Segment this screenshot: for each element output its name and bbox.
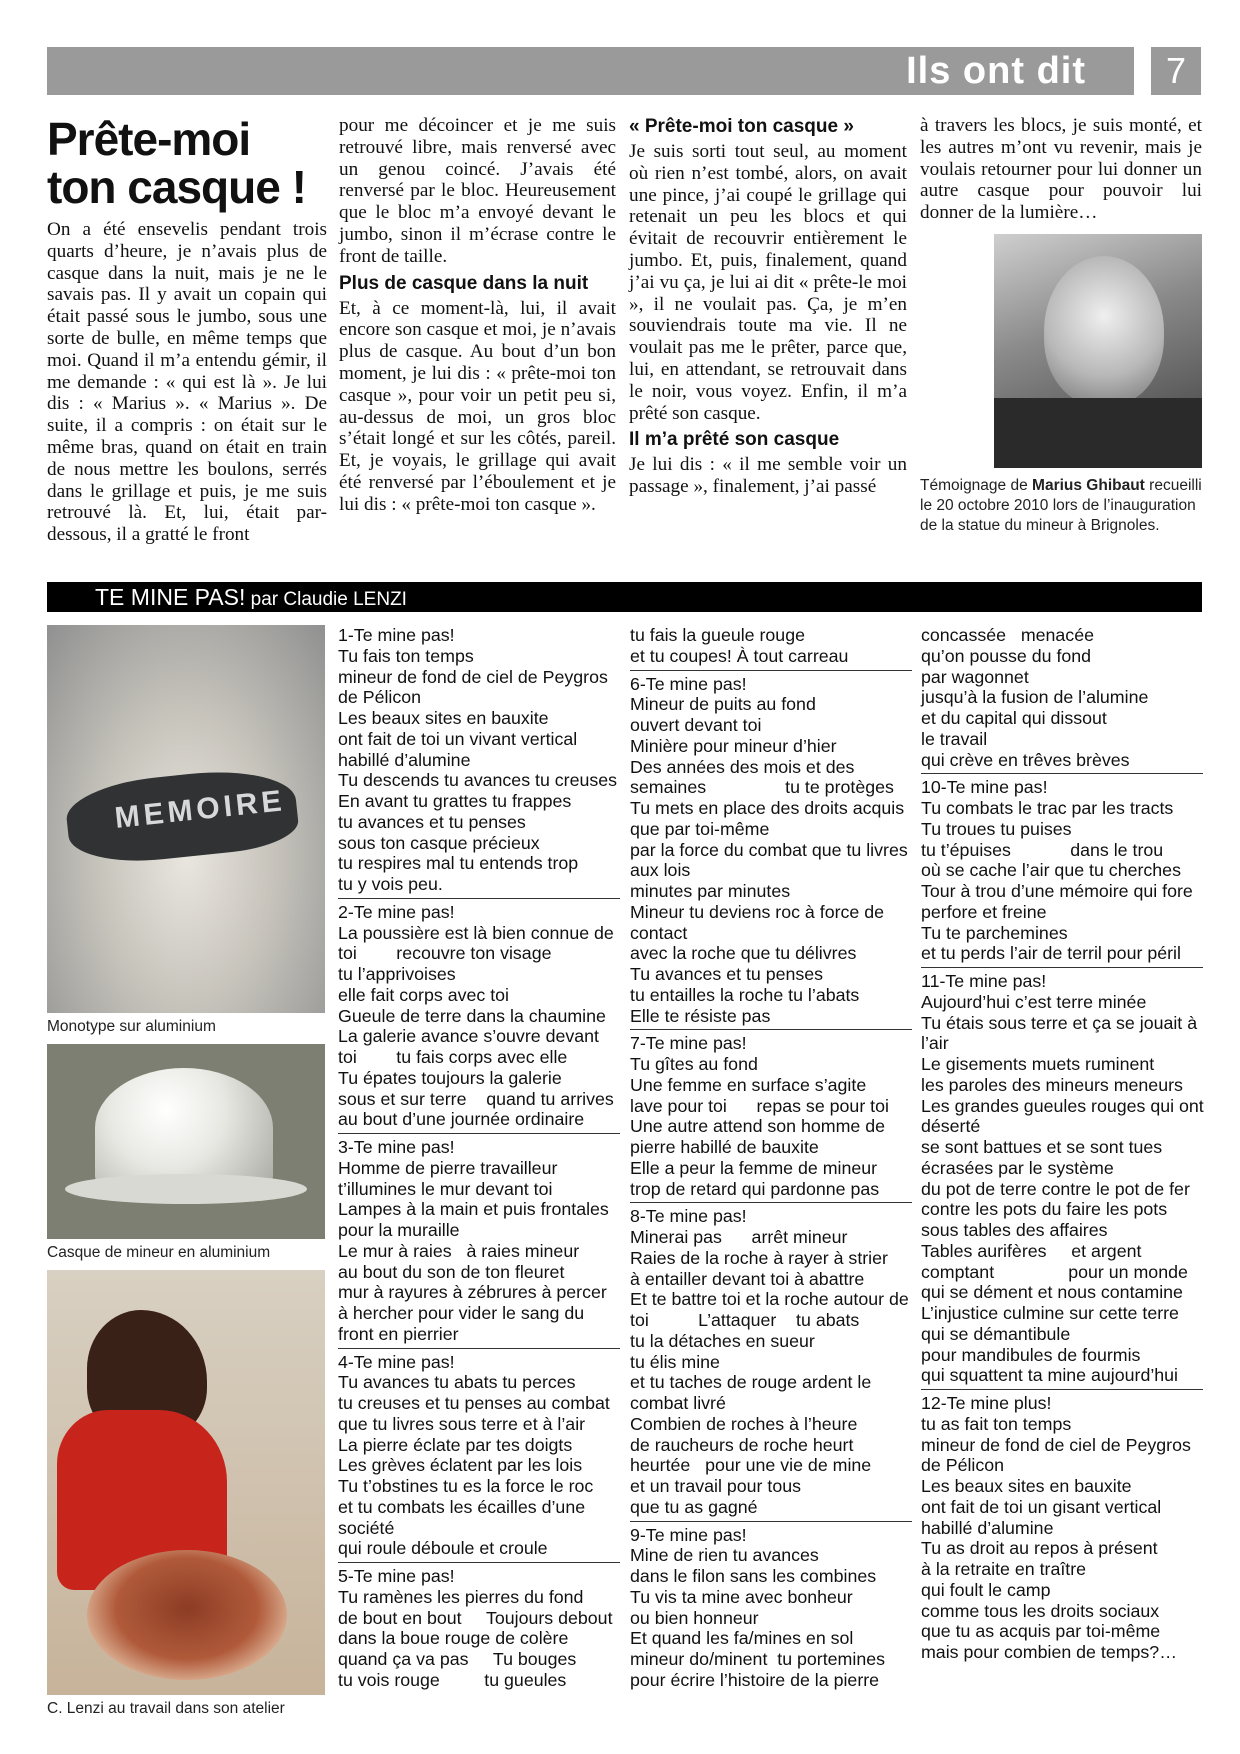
poem-line: à hercher pour vider le sang du [338,1303,585,1323]
poem-line: 6-Te mine pas! [630,673,747,694]
poem-line: front en pierrier [338,1323,459,1344]
poem-line: habillé d’alumine [338,749,471,770]
article-subheading: « Prête-moi ton casque » [629,116,854,137]
poem-line: tu as fait ton temps [921,1413,1072,1434]
article-column-3 [629,115,907,498]
caption-name: Marius Ghibaut [1032,476,1145,494]
poem-line: mineur de fond de ciel de Peygros [338,666,608,687]
poem-line: Tu mets en place des droits acquis [630,798,905,818]
poem-line: trop de retard qui pardonne pas [630,1178,880,1199]
image-caption: C. Lenzi au travail dans son atelier [47,1700,285,1717]
poem-stanza [338,1137,620,1349]
poem-line: Le mur à raies à raies mineur [338,1240,580,1261]
section-title: Ils ont dit [906,50,1086,92]
poem-line: mineur do/minent tu portemines [630,1649,885,1669]
poem-line: heurtée pour une vie de mine [630,1455,872,1476]
poem-line: contact [630,922,688,943]
image-column [47,625,327,1726]
poem-line: mais pour combien de temps?… [921,1642,1177,1662]
poem-stanza [921,1393,1203,1666]
poem-line: tu t’épuises dans le trou [921,839,1164,860]
poem-line: et un travail pour tous [630,1476,801,1496]
poem-line: Et te battre toi et la roche autour de [630,1289,909,1310]
poem-line: concassée menacée [921,625,1094,645]
poem-line: au bout d’une journée ordinaire [338,1109,585,1130]
poem-line: Mineur de puits au fond [630,694,816,715]
poem-line: de bout en bout Toujours debout [338,1607,613,1628]
poem-column-1 [338,625,620,1697]
poem-line: Elle a peur la femme de mineur [630,1157,878,1178]
poem-line: et tu coupes! À tout carreau [630,645,849,666]
poem-line: de raucheurs de roche heurt [630,1434,854,1455]
image-caption: Monotype sur aluminium [47,1018,216,1035]
portrait-caption [920,476,1202,536]
poem-line: tu la détaches en sueur [630,1330,815,1351]
poem-line: habillé d’alumine [921,1517,1054,1538]
poem-stanza [630,625,912,671]
poem-line: Gueule de terre dans la chaumine [338,1005,606,1026]
poem-line: Les beaux sites en bauxite [338,708,549,728]
poem-line: Combien de roches à l’heure [630,1413,858,1434]
article-paragraph: Je lui dis : « il me semble voir un passage », finalement, j’ai passé [629,454,907,498]
poem-line: Et quand les fa/mines en sol [630,1628,854,1649]
article-headline: Prête-moi ton casque ! [47,113,306,213]
poem-line: qu’on pousse du fond [921,645,1092,666]
poem-line: Tu combats le trac par les tracts [921,798,1174,818]
article-paragraph: à travers les blocs, je suis monté, et les autres m’ont vu revenir, mais je voulais retourner pour lui donner un autre casque pour pouvoir lui donner de la lumière… [920,115,1202,224]
poem-line: se sont battues et se sont tues [921,1137,1163,1157]
poem-line: Lampes à la main et puis frontales [338,1199,609,1220]
poem-line: ont fait de toi un gisant vertical [921,1496,1162,1517]
plaque-text: MEMOIRE [113,784,288,835]
poem-line: Tu avances et tu penses [630,964,824,984]
poem-line: par la force du combat que tu livres [630,839,908,860]
poem-stanza [630,1033,912,1203]
poem-line: du pot de terre contre le pot de fer [921,1178,1190,1199]
poem-line: pour la muraille [338,1220,460,1240]
poem-line: que tu as gagné [630,1496,758,1517]
poem-line: elle fait corps avec toi [338,984,509,1005]
poem-line: Des années des mois et des [630,756,855,777]
poem-line: Tables aurifères et argent [921,1240,1142,1261]
poem-line: tu respires mal tu entends trop [338,853,579,874]
poem-line: jusqu’à la fusion de l’alumine [921,687,1149,708]
poem-line: minutes par minutes [630,881,791,901]
poem-author: par Claudie LENZI [245,589,407,610]
poem-line: Tu avances tu abats tu perces [338,1372,576,1393]
poem-line: à la retraite en traître [921,1559,1087,1579]
article-column-2 [339,115,616,516]
poem-line: qui se démantibule [921,1323,1071,1344]
pottery-bowl [87,1550,287,1680]
helmet-brim [65,1174,307,1204]
poem-line: quand ça va pas Tu bouges [338,1649,577,1669]
poem-line: 10-Te mine pas! [921,777,1048,798]
poem-line: tu creuses et tu penses au combat [338,1393,610,1413]
poem-line: l’air [921,1033,949,1054]
poem-line: sous et sur terre quand tu arrives [338,1088,614,1109]
poem-line: de Pélicon [338,687,422,708]
interview-article [47,115,1202,565]
poem-line: aux lois [630,860,691,881]
poem-line: par wagonnet [921,666,1029,687]
poem-line: de Pélicon [921,1455,1005,1476]
monotype-image [47,625,325,1013]
poem-line: tu y vois peu. [338,874,443,894]
poem-line: qui se dément et nous contamine [921,1282,1183,1303]
poem-line: tu avances et tu penses [338,811,526,832]
poem-line: Tu descends tu avances tu creuses [338,770,618,791]
poem-line: perfore et freine [921,901,1047,922]
article-paragraph: Je suis sorti tout seul, au moment où rien n’est tombé, alors, on avait une pince, j’ai coupé le grillage qui retenait un peu les blocs et qui évitait de recouvrir entièrement le jumbo. Et, puis, finalement, quand j’ai vu ça, je lui ai dit « prête-le moi », il ne voulait pas. Ça, je m’en souviendrais toute ma vie. Il ne voulait pas me le prêter, parce que, lui, en attendant, se retrouvait dans le noir, vous voyez. Enfin, il m’a prêté son casque. [629,141,907,424]
helmet-dome [95,1068,273,1188]
poem-line: Tu étais sous terre et ça se jouait à [921,1012,1198,1033]
poem-line: Minerai pas arrêt mineur [630,1227,848,1247]
poem-stanza [630,1206,912,1521]
poem-line: mineur de fond de ciel de Peygros [921,1434,1191,1455]
poem-line: Tour à trou d’une mémoire qui fore [921,881,1193,901]
poem-line: tu l’apprivoises [338,964,456,984]
poem-line: où se cache l’air que tu cherches [921,860,1181,881]
poem-line: comme tous les droits sociaux [921,1600,1160,1621]
poem-line: 2-Te mine pas! [338,901,455,922]
poem-line: Minière pour mineur d’hier [630,735,837,756]
article-column-4 [920,115,1202,536]
poem-line: Le gisements muets ruminent [921,1054,1155,1074]
helmet-image [47,1044,325,1239]
poem-line: Tu épates toujours la galerie [338,1067,562,1088]
atelier-image [47,1270,325,1695]
header-bar [47,47,1134,95]
poem-stanza [921,777,1203,968]
poem-line: que tu livres sous terre et à l’air [338,1413,586,1434]
poem-line: tu fais la gueule rouge [630,625,805,645]
poem-line: tu entailles la roche tu l’abats [630,984,860,1005]
poem-line: 3-Te mine pas! [338,1137,455,1157]
page-number: 7 [1151,47,1201,95]
caption-prefix: Témoignage de [920,476,1033,494]
poem-line: Elle te résiste pas [630,1005,771,1026]
poem-line: comptant pour un monde [921,1261,1188,1282]
poem-stanza [338,1566,620,1694]
poem-line: 8-Te mine pas! [630,1206,747,1227]
poem-line: Une femme en surface s’agite [630,1074,867,1095]
poem-line: Les beaux sites en bauxite [921,1476,1132,1496]
poem-line: société [338,1517,395,1538]
poem-line: que tu as acquis par toi-même [921,1621,1161,1642]
poem-stanza [338,1352,620,1564]
poem-stanza [338,625,620,899]
poem-line: dans la boue rouge de colère [338,1628,569,1649]
poem-line: Tu troues tu puises [921,818,1072,839]
poem-line: 12-Te mine plus! [921,1393,1052,1413]
article-subheading: Il m’a prêté son casque [629,429,840,451]
poem-line: et tu perds l’air de terril pour péril [921,943,1181,964]
poem-section-bar [47,582,1202,612]
poem-line: La pierre éclate par tes doigts [338,1434,573,1455]
plaque [63,763,300,869]
poem-line: au bout du son de ton fleuret [338,1261,565,1282]
poem-line: contre les pots du faire les pots [921,1199,1168,1220]
poem-line: Tu ramènes les pierres du fond [338,1586,584,1607]
poem-line: toi tu fais corps avec elle [338,1047,568,1067]
poem-stanza [921,971,1203,1390]
poem-line: ouvert devant toi [630,715,762,735]
poem-line: Tu vis ta mine avec bonheur [630,1586,853,1607]
poem-column-3 [921,625,1203,1669]
caption-suffix: recueilli le 20 octobre 2010 lors de l’inauguration de la statue du mineur à Brignoles. [920,476,1202,534]
poem-line: pierre habillé de bauxite [630,1137,819,1157]
image-caption: Casque de mineur en aluminium [47,1244,271,1261]
poem-line: Tu te parchemines [921,922,1068,943]
poem-line: que par toi-même [630,818,770,839]
poem-line: combat livré [630,1393,726,1413]
poem-line: et du capital qui dissout [921,708,1107,728]
portrait-face [1044,256,1164,406]
poem-line: 7-Te mine pas! [630,1033,747,1054]
poem-line: les paroles des mineurs meneurs [921,1074,1183,1095]
poem-line: Les grandes gueules rouges qui ont [921,1095,1204,1116]
poem-line: à entailler devant toi à abattre [630,1268,865,1289]
article-paragraph: Et, à ce moment-là, lui, il avait encore son casque et moi, je n’avais plus de casque. Au bout d’un bon moment, je lui dis : « prête-moi ton casque », pour voir un petit peu si, au-dessus de moi, un gros bloc s’était longé et sur les côtés, pareil. Et, je voyais, le grillage qui avait été renversé par l’éboulement et je lui dis : « prête-moi ton casque ». [339,297,616,515]
poem-line: Tu t’obstines tu es la force le roc [338,1476,594,1496]
poem-line: tu élis mine [630,1351,720,1372]
poem-line: avec la roche que tu délivres [630,943,857,964]
poem-line: L’injustice culmine sur cette terre [921,1303,1179,1323]
poem-line: lave pour toi repas se pour toi [630,1095,889,1116]
poem-line: tu vois rouge tu gueules [338,1669,567,1690]
poem-line: et tu taches de rouge ardent le [630,1372,872,1393]
poem-line: 5-Te mine pas! [338,1566,455,1586]
poem-line: toi recouvre ton visage [338,943,552,964]
poem-line: Les grèves éclatent par les lois [338,1455,583,1476]
poem-line: La galerie avance s’ouvre devant [338,1026,599,1047]
poem-stanza [338,902,620,1134]
poem-line: ont fait de toi un vivant vertical [338,728,578,749]
poem-line: 4-Te mine pas! [338,1351,455,1372]
poem-line: Une autre attend son homme de [630,1116,886,1137]
poem-column-2 [630,625,912,1697]
poem-stanza [630,1525,912,1694]
poem-line: Mine de rien tu avances [630,1545,819,1566]
poem-line: et tu combats les écailles d’une [338,1496,586,1517]
poem-line: sous ton casque précieux [338,832,540,853]
poem-line: qui foult le camp [921,1579,1051,1600]
poem-title-text: TE MINE PAS! [95,584,246,610]
poem-line: Tu gîtes au fond [630,1054,758,1074]
poem-line: semaines tu te protèges [630,777,894,798]
portrait-coat [994,398,1202,468]
poem-stanza [921,625,1203,774]
poem-line: Raies de la roche à rayer à strier [630,1247,888,1268]
poem-line: 11-Te mine pas! [921,971,1047,991]
poem-line: écrasées par le système [921,1157,1114,1178]
article-column-1 [47,115,327,546]
poem-line: pour mandibules de fourmis [921,1344,1141,1365]
poem-line: mur à rayures à zébrures à percer [338,1282,607,1303]
article-paragraph: pour me décoincer et je me suis retrouvé libre, mais renversé avec un genou coincé. J’avais été renversé par le bloc. Heureusement que le bloc m’a envoyé devant le jumbo, sinon il m’écrase contre le front de taille. [339,115,616,267]
portrait-photo [994,234,1202,468]
poem-stanza [630,674,912,1031]
poem-line: Mineur tu deviens roc à force de [630,901,885,922]
poem-line: 9-Te mine pas! [630,1524,747,1545]
poem-line: qui squattent ta mine aujourd’hui [921,1365,1179,1386]
poem-line: le travail [921,728,988,749]
poem-line: pour écrire l’histoire de la pierre [630,1669,880,1690]
poem-line: qui roule déboule et croule [338,1538,548,1559]
poem-title [95,582,407,615]
poem-line: dans le filon sans les combines [630,1566,877,1586]
poem-line: Aujourd’hui c’est terre minée [921,991,1147,1012]
poem-line: 1-Te mine pas! [338,625,455,645]
poem-line: En avant tu grattes tu frappes [338,791,572,811]
poem-line: La poussière est là bien connue de [338,922,614,943]
poem-line: déserté [921,1116,981,1137]
poem-line: t’illumines le mur devant toi [338,1178,553,1199]
poem-line: ou bien honneur [630,1607,759,1628]
poem-line: Tu fais ton temps [338,645,474,666]
poem-line: qui crève en trêves brèves [921,749,1130,770]
poem-line: Tu as droit au repos à présent [921,1538,1158,1559]
article-subheading: Plus de casque dans la nuit [339,272,589,294]
poem-line: toi L’attaquer tu abats [630,1310,860,1330]
poem-line: Homme de pierre travailleur [338,1157,558,1178]
poem-line: sous tables des affaires [921,1220,1108,1240]
article-paragraph: On a été ensevelis pendant trois quarts d’heure, je n’avais plus de casque dans la nuit, mais je ne le savais pas. Il y avait un copain qui était passé sous le jumbo, sous une sorte de bulle, en même temps que moi. Quand il m’a entendu gémir, il me demande : « qui est là ». Je lui dis : « Marius ». « Marius ». De suite, il a compris : on était sur le même bras, quand on était en train de nous mettre les boulons, serrés dans le grillage et puis, je me suis retrouvé là. Et, lui, était par-dessous, il a gratté le front [47,219,327,546]
